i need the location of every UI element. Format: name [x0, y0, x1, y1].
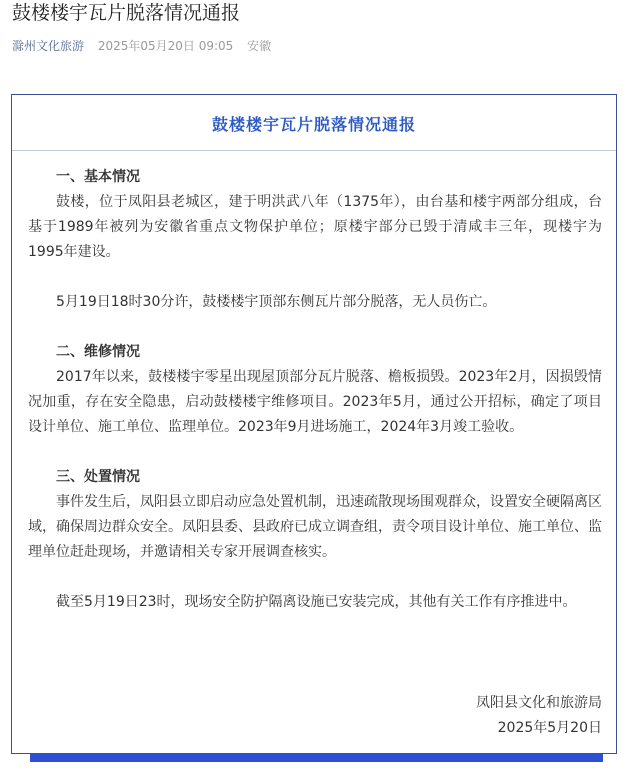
article-title: 鼓楼楼宇瓦片脱落情况通报 — [12, 2, 241, 24]
signature-organization: 凤阳县文化和旅游局 — [476, 695, 602, 711]
account-name-link[interactable]: 滁州文化旅游 — [12, 39, 85, 53]
section-paragraph: 截至5月19日23时，现场安全防护隔离设施已安装完成，其他有关工作有序推进中。 — [56, 594, 577, 610]
notice-body — [28, 165, 602, 615]
section-paragraph: 鼓楼，位于凤阳县老城区，建于明洪武八年（1375年），由台基和楼宇两部分组成，台基于1989年被列为安徽省重点文物保护单位；原楼宇部分已毁于清咸丰三年，现楼宇为1995年建设。 — [28, 194, 602, 260]
section-paragraph: 2017年以来，鼓楼楼宇零星出现屋顶部分瓦片脱落、檐板损毁。2023年2月，因损毁情况加重，存在安全隐患，启动鼓楼楼宇维修项目。2023年5月，通过公开招标，确定了项目设计单位、施工单位、监理单位。2023年9月进场施工，2024年3月竣工验收。 — [28, 369, 602, 435]
signature-block — [476, 691, 602, 741]
publish-date: 2025年05月20日 09:05 — [97, 39, 234, 53]
paragraph-gap — [28, 315, 602, 340]
section-title-repair: 二、维修情况 — [56, 344, 140, 360]
publish-location: 安徽 — [247, 39, 272, 53]
signature-date: 2025年5月20日 — [497, 720, 602, 736]
section-paragraph: 事件发生后，凤阳县立即启动应急处置机制，迅速疏散现场围观群众，设置安全硬隔离区域，确保周边群众安全。凤阳县委、县政府已成立调查组，责令项目设计单位、施工单位、监理单位赶赴现场，并邀请相关专家开展调查核实。 — [28, 494, 602, 560]
section-paragraph: 5月19日18时30分许，鼓楼楼宇顶部东侧瓦片部分脱落，无人员伤亡。 — [56, 294, 497, 310]
notice-divider — [12, 150, 616, 151]
paragraph-gap — [28, 440, 602, 465]
section-title-handling: 三、处置情况 — [56, 469, 140, 485]
notice-box — [11, 94, 617, 754]
notice-heading: 鼓楼楼宇瓦片脱落情况通报 — [211, 115, 416, 134]
article-meta — [12, 37, 271, 55]
paragraph-gap — [28, 565, 602, 590]
section-title-basic: 一、基本情况 — [56, 169, 140, 185]
bottom-decoration-bar — [30, 754, 603, 762]
paragraph-gap — [28, 265, 602, 290]
